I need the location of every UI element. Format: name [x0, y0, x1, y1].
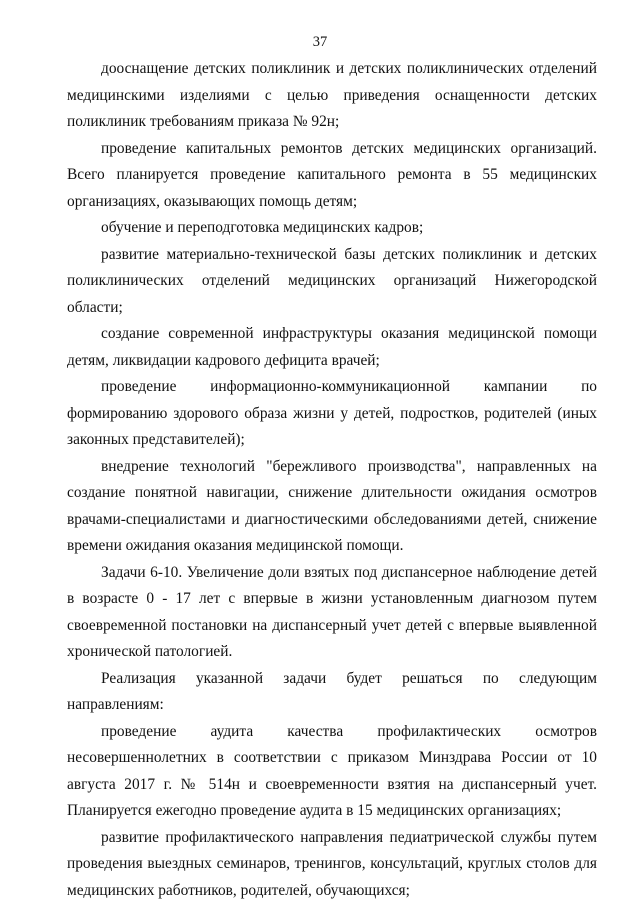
paragraph: создание современной инфраструктуры оказания медицинской помощи детям, ликвидации кадрового дефицита врачей;: [67, 325, 597, 369]
paragraph: проведение информационно-коммуникационной кампании по формированию здорового образа жизни у детей, подростков, родителей (иных законных представителей);: [67, 378, 597, 448]
paragraph: проведение капитальных ремонтов детских медицинских организаций. Всего планируется проведение капитального ремонта в 55 медицинских организациях, оказывающих помощь детям;: [67, 139, 597, 210]
paragraph: Реализация указанной задачи будет решаться по следующим направлениям:: [67, 669, 597, 713]
paragraph: развитие материально-технической базы детских поликлиник и детских поликлинических отделений медицинских организаций Нижегородской области;: [67, 245, 597, 316]
page-number: 37: [312, 34, 328, 50]
document-body: [67, 56, 597, 904]
paragraph: обучение и переподготовка медицинских кадров;: [101, 219, 424, 236]
paragraph: Задачи 6-10. Увеличение доли взятых под диспансерное наблюдение детей в возрасте 0 - 17 лет с впервые в жизни установленным диагнозом путем своевременной постановки на диспансерный учет детей с впервые выявленной хронической патологией.: [67, 563, 597, 660]
paragraph: дооснащение детских поликлиник и детских поликлинических отделений медицинскими изделиями с целью приведения оснащенности детских поликлиник требованиям приказа № 92н;: [67, 60, 597, 130]
paragraph: проведение аудита качества профилактических осмотров несовершеннолетних в соответствии с приказом Минздрава России от 10 августа 2017 г. № 514н и своевременности взятия на диспансерный учет. Планируется ежегодно проведение аудита в 15 медицинских организациях;: [67, 722, 597, 819]
paragraph: развитие профилактического направления педиатрической службы путем проведения выездных семинаров, тренингов, консультаций, круглых столов для медицинских работников, родителей, обучающихся;: [67, 828, 597, 899]
paragraph: внедрение технологий "бережливого производства", направленных на создание понятной навигации, снижение длительности ожидания осмотров врачами-специалистами и диагностическими обследованиями детей, снижение времени ожидания оказания медицинской помощи.: [67, 457, 597, 554]
